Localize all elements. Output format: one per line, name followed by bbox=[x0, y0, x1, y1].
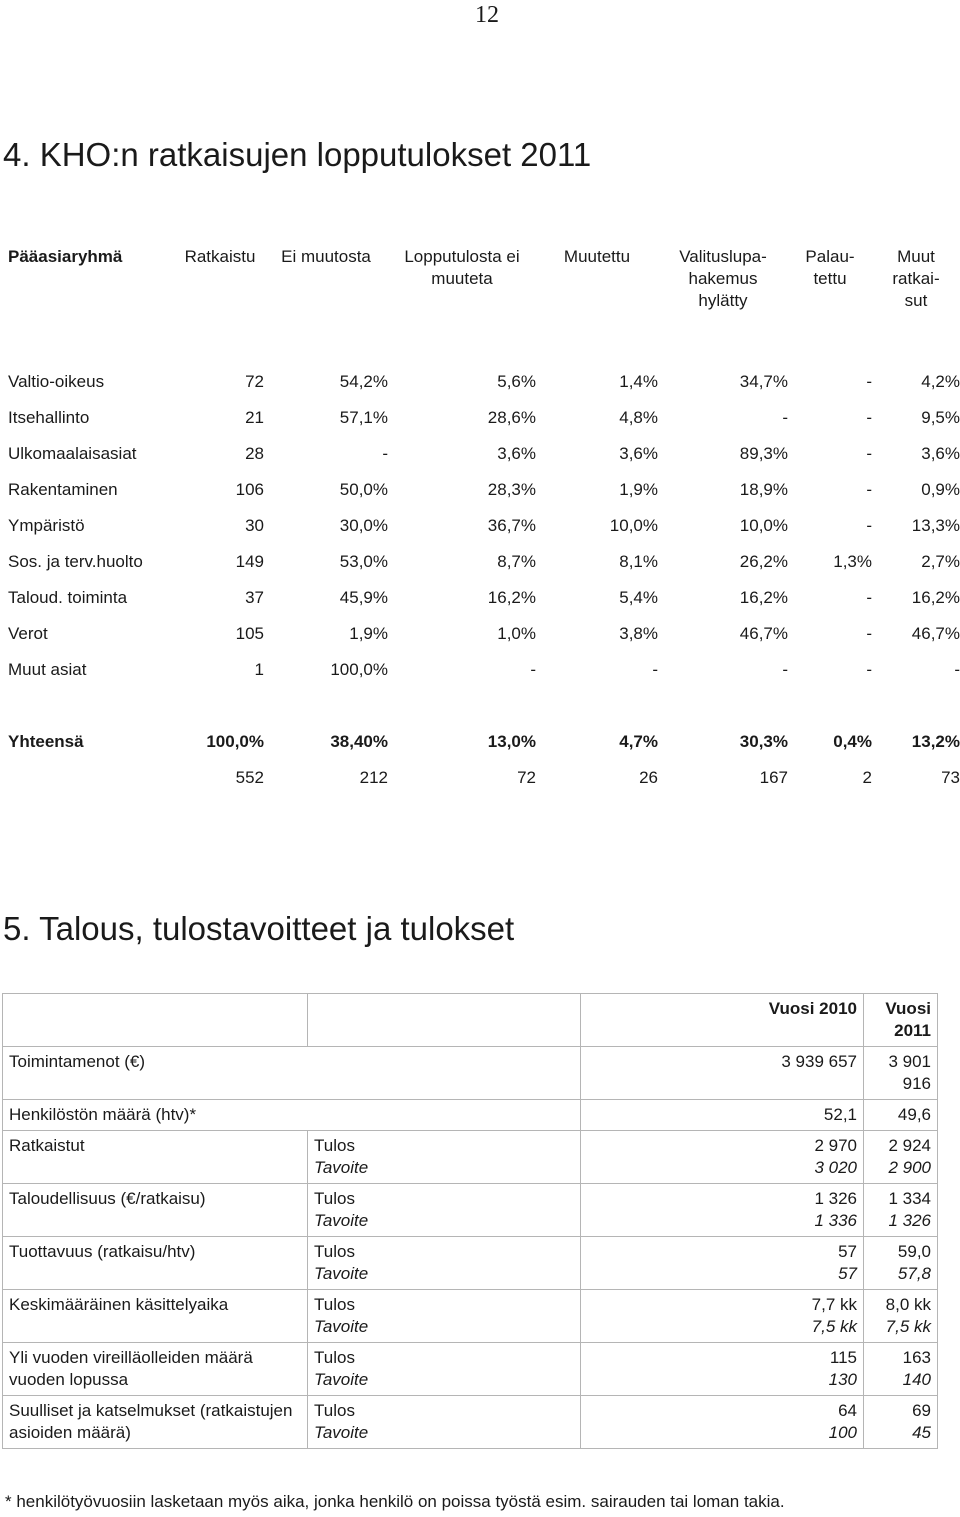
result-value: 8,0 kk bbox=[885, 1295, 931, 1314]
table-row bbox=[0, 472, 960, 508]
target-value: 1 336 bbox=[814, 1211, 857, 1230]
finance-header-row bbox=[3, 994, 938, 1047]
kind-target: Tavoite bbox=[314, 1317, 369, 1336]
table-row bbox=[0, 544, 960, 580]
table-cell: 3,6% bbox=[921, 444, 960, 463]
kind-result: Tulos bbox=[314, 1189, 355, 1208]
metric-label: Tuottavuus (ratkaisu/htv) bbox=[3, 1237, 308, 1290]
kind-target: Tavoite bbox=[314, 1158, 369, 1177]
row-label: Valtio-oikeus bbox=[8, 372, 105, 391]
table-row bbox=[0, 400, 960, 436]
kind-target: Tavoite bbox=[314, 1423, 369, 1442]
table-cell: 53,0% bbox=[339, 552, 388, 571]
table-cell: 3,6% bbox=[497, 444, 536, 463]
header-palautettu: Palau- tettu bbox=[805, 247, 855, 288]
metric-2010 bbox=[581, 1237, 864, 1290]
decisions-table bbox=[0, 246, 960, 796]
table-cell: 10,0% bbox=[739, 516, 788, 535]
header-lopputulosta-ei-muuteta: Lopputulosta ei muuteta bbox=[404, 247, 520, 288]
target-value: 3 020 bbox=[814, 1158, 857, 1177]
target-value: 57,8 bbox=[897, 1264, 931, 1283]
header-ratkaistu: Ratkaistu bbox=[184, 247, 256, 266]
metric-row bbox=[3, 1343, 938, 1396]
target-value: 130 bbox=[828, 1370, 857, 1389]
table-cell: 21 bbox=[245, 408, 264, 427]
metric-kind bbox=[308, 1184, 581, 1237]
table-cell: 10,0% bbox=[609, 516, 658, 535]
value-2011: 3 901 916 bbox=[864, 1047, 938, 1100]
table-cell: 54,2% bbox=[339, 372, 388, 391]
total-cell: 13,0% bbox=[487, 732, 536, 751]
table-cell: 28,3% bbox=[487, 480, 536, 499]
table-cell: 3,6% bbox=[619, 444, 658, 463]
header-muutettu: Muutettu bbox=[563, 247, 631, 266]
table-cell: - bbox=[530, 660, 536, 679]
metric-2010 bbox=[581, 1396, 864, 1449]
table-cell: 28,6% bbox=[487, 408, 536, 427]
target-value: 1 326 bbox=[888, 1211, 931, 1230]
result-value: 163 bbox=[902, 1348, 931, 1367]
metric-label: Keskimääräinen käsittelyaika bbox=[3, 1290, 308, 1343]
table-row bbox=[0, 652, 960, 688]
total-cell: 30,3% bbox=[739, 732, 788, 751]
table-cell: 100,0% bbox=[330, 660, 388, 679]
target-value: 100 bbox=[828, 1423, 857, 1442]
row-label: Muut asiat bbox=[8, 660, 87, 679]
table-cell: 2,7% bbox=[921, 552, 960, 571]
table-row bbox=[0, 580, 960, 616]
metric-label: Suulliset ja katselmukset (ratkaistujen asioiden määrä) bbox=[3, 1396, 308, 1449]
table-row bbox=[0, 616, 960, 652]
result-value: 59,0 bbox=[897, 1242, 931, 1261]
header-empty bbox=[3, 994, 308, 1047]
table-cell: 1,3% bbox=[833, 552, 872, 571]
table-cell: 105 bbox=[235, 624, 264, 643]
total-label: Yhteensä bbox=[8, 732, 84, 751]
table-cell: 57,1% bbox=[339, 408, 388, 427]
table-cell: 16,2% bbox=[911, 588, 960, 607]
section-4-title: 4. KHO:n ratkaisujen lopputulokset 2011 bbox=[3, 136, 592, 173]
metric-2011 bbox=[864, 1396, 938, 1449]
count-cell: 2 bbox=[862, 768, 872, 787]
table-cell: 30,0% bbox=[339, 516, 388, 535]
table-cell: 50,0% bbox=[339, 480, 388, 499]
table-cell: 72 bbox=[245, 372, 264, 391]
table-cell: 1,0% bbox=[497, 624, 536, 643]
result-value: 64 bbox=[838, 1401, 857, 1420]
result-value: 7,7 kk bbox=[811, 1295, 857, 1314]
total-cell: 13,2% bbox=[911, 732, 960, 751]
row-label: Verot bbox=[8, 624, 48, 643]
table-cell: - bbox=[866, 480, 872, 499]
finance-table bbox=[2, 993, 938, 1449]
result-value: 2 970 bbox=[814, 1136, 857, 1155]
count-cell: 167 bbox=[759, 768, 788, 787]
table-cell: - bbox=[866, 516, 872, 535]
metric-2011 bbox=[864, 1131, 938, 1184]
metric-kind bbox=[308, 1237, 581, 1290]
table-cell: - bbox=[866, 372, 872, 391]
table-row bbox=[0, 364, 960, 400]
spacer-row bbox=[0, 688, 960, 724]
row-label: Sos. ja terv.huolto bbox=[8, 552, 143, 571]
table-cell: - bbox=[866, 444, 872, 463]
row-label: Taloud. toiminta bbox=[8, 588, 128, 607]
table-cell: 1,9% bbox=[619, 480, 658, 499]
finance-row bbox=[3, 1047, 938, 1100]
header-year-2010: Vuosi 2010 bbox=[581, 994, 864, 1047]
metric-kind bbox=[308, 1290, 581, 1343]
metric-2011 bbox=[864, 1184, 938, 1237]
metric-kind bbox=[308, 1343, 581, 1396]
table-cell: 1 bbox=[254, 660, 264, 679]
value-2010: 52,1 bbox=[581, 1100, 864, 1131]
table-cell: 13,3% bbox=[911, 516, 960, 535]
table-cell: 1,4% bbox=[619, 372, 658, 391]
kind-result: Tulos bbox=[314, 1136, 355, 1155]
section-5-title: 5. Talous, tulostavoitteet ja tulokset bbox=[3, 910, 515, 947]
metric-row bbox=[3, 1237, 938, 1290]
count-cell: 73 bbox=[941, 768, 960, 787]
decisions-header-row bbox=[0, 246, 960, 364]
kind-target: Tavoite bbox=[314, 1264, 369, 1283]
table-cell: 16,2% bbox=[739, 588, 788, 607]
kind-result: Tulos bbox=[314, 1401, 355, 1420]
row-label: Henkilöstön määrä (htv)* bbox=[3, 1100, 581, 1131]
metric-2010 bbox=[581, 1131, 864, 1184]
total-cell: 100,0% bbox=[206, 732, 264, 751]
metric-2011 bbox=[864, 1290, 938, 1343]
target-value: 140 bbox=[902, 1370, 931, 1389]
table-cell: 5,6% bbox=[497, 372, 536, 391]
table-cell: 45,9% bbox=[339, 588, 388, 607]
page-number: 12 bbox=[475, 2, 499, 28]
header-year-2011: Vuosi 2011 bbox=[864, 994, 938, 1047]
header-muut-ratkaisut: Muut ratkai- sut bbox=[892, 247, 940, 310]
row-label: Itsehallinto bbox=[8, 408, 90, 427]
table-cell: 46,7% bbox=[911, 624, 960, 643]
metric-row bbox=[3, 1396, 938, 1449]
table-cell: 34,7% bbox=[739, 372, 788, 391]
row-label: Rakentaminen bbox=[8, 480, 118, 499]
metric-2011 bbox=[864, 1237, 938, 1290]
metric-2011 bbox=[864, 1343, 938, 1396]
counts-row bbox=[0, 760, 960, 796]
table-row bbox=[0, 436, 960, 472]
table-row bbox=[0, 508, 960, 544]
total-cell: 38,40% bbox=[330, 732, 388, 751]
metric-kind bbox=[308, 1131, 581, 1184]
result-value: 57 bbox=[838, 1242, 857, 1261]
table-cell: 28 bbox=[245, 444, 264, 463]
metric-row bbox=[3, 1290, 938, 1343]
table-cell: - bbox=[652, 660, 658, 679]
metric-row bbox=[3, 1131, 938, 1184]
table-cell: 37 bbox=[245, 588, 264, 607]
count-cell: 552 bbox=[235, 768, 264, 787]
target-value: 7,5 kk bbox=[885, 1317, 931, 1336]
result-value: 69 bbox=[912, 1401, 931, 1420]
table-cell: 26,2% bbox=[739, 552, 788, 571]
table-cell: - bbox=[866, 588, 872, 607]
total-cell: 0,4% bbox=[833, 732, 872, 751]
target-value: 2 900 bbox=[888, 1158, 931, 1177]
table-cell: 8,7% bbox=[497, 552, 536, 571]
table-cell: - bbox=[782, 660, 788, 679]
metric-label: Ratkaistut bbox=[3, 1131, 308, 1184]
header-main-group: Pääasiaryhmä bbox=[8, 247, 123, 266]
result-value: 2 924 bbox=[888, 1136, 931, 1155]
header-valituslupahakemus-hylatty: Valituslupa- hakemus hylätty bbox=[679, 247, 767, 310]
table-cell: 46,7% bbox=[739, 624, 788, 643]
kind-result: Tulos bbox=[314, 1295, 355, 1314]
table-cell: 9,5% bbox=[921, 408, 960, 427]
header-ei-muutosta: Ei muutosta bbox=[281, 247, 371, 266]
table-cell: 36,7% bbox=[487, 516, 536, 535]
table-cell: - bbox=[866, 660, 872, 679]
metric-kind bbox=[308, 1396, 581, 1449]
result-value: 1 334 bbox=[888, 1189, 931, 1208]
kind-target: Tavoite bbox=[314, 1211, 369, 1230]
table-cell: - bbox=[382, 444, 388, 463]
table-cell: 18,9% bbox=[739, 480, 788, 499]
metric-2010 bbox=[581, 1290, 864, 1343]
table-cell: 3,8% bbox=[619, 624, 658, 643]
table-cell: 149 bbox=[235, 552, 264, 571]
metric-label: Taloudellisuus (€/ratkaisu) bbox=[3, 1184, 308, 1237]
header-empty bbox=[308, 994, 581, 1047]
finance-row bbox=[3, 1100, 938, 1131]
metric-2010 bbox=[581, 1343, 864, 1396]
table-cell: 89,3% bbox=[739, 444, 788, 463]
target-value: 45 bbox=[912, 1423, 931, 1442]
table-cell: 5,4% bbox=[619, 588, 658, 607]
total-row bbox=[0, 724, 960, 760]
table-cell: 8,1% bbox=[619, 552, 658, 571]
table-cell: - bbox=[782, 408, 788, 427]
target-value: 7,5 kk bbox=[811, 1317, 857, 1336]
total-cell: 4,7% bbox=[619, 732, 658, 751]
table-cell: 16,2% bbox=[487, 588, 536, 607]
row-label: Toimintamenot (€) bbox=[3, 1047, 581, 1100]
table-cell: 0,9% bbox=[921, 480, 960, 499]
table-cell: 30 bbox=[245, 516, 264, 535]
footnote: * henkilötyövuosiin lasketaan myös aika, jonka henkilö on poissa työstä esim. sairauden tai loman takia. bbox=[5, 1492, 785, 1511]
table-cell: 4,8% bbox=[619, 408, 658, 427]
row-label: Ympäristö bbox=[8, 516, 85, 535]
count-cell: 212 bbox=[359, 768, 388, 787]
result-value: 1 326 bbox=[814, 1189, 857, 1208]
table-cell: 1,9% bbox=[349, 624, 388, 643]
kind-result: Tulos bbox=[314, 1242, 355, 1261]
result-value: 115 bbox=[829, 1348, 857, 1367]
counts-label bbox=[0, 760, 176, 796]
table-cell: - bbox=[866, 408, 872, 427]
kind-target: Tavoite bbox=[314, 1370, 369, 1389]
metric-2010 bbox=[581, 1184, 864, 1237]
kind-result: Tulos bbox=[314, 1348, 355, 1367]
row-label: Ulkomaalaisasiat bbox=[8, 444, 137, 463]
target-value: 57 bbox=[838, 1264, 857, 1283]
count-cell: 72 bbox=[517, 768, 536, 787]
metric-label: Yli vuoden vireilläolleiden määrä vuoden lopussa bbox=[3, 1343, 308, 1396]
count-cell: 26 bbox=[639, 768, 658, 787]
table-cell: 4,2% bbox=[921, 372, 960, 391]
value-2010: 3 939 657 bbox=[581, 1047, 864, 1100]
table-cell: 106 bbox=[235, 480, 264, 499]
table-cell: - bbox=[954, 660, 960, 679]
metric-row bbox=[3, 1184, 938, 1237]
table-cell: - bbox=[866, 624, 872, 643]
value-2011: 49,6 bbox=[864, 1100, 938, 1131]
